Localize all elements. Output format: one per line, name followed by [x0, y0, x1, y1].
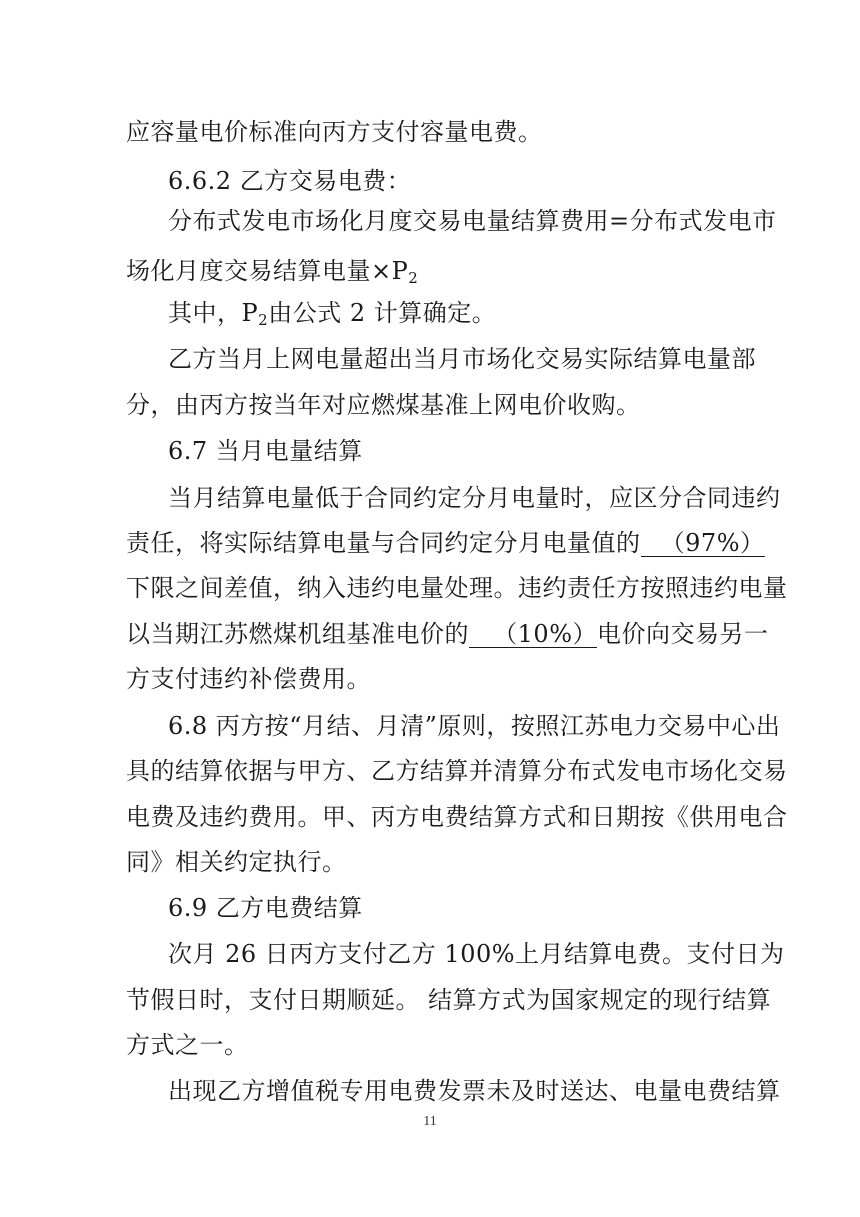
formula-text: 场化月度交易结算电量×P: [126, 257, 409, 285]
text-span: 其中，P: [168, 299, 259, 327]
text-span: 责任，将实际结算电量与合同约定分月电量值的: [126, 529, 641, 557]
text-line: 6.8 丙方按“月结、月清”原则，按照江苏电力交易中心出: [168, 712, 781, 740]
text-line: 分，由丙方按当年对应燃煤基准上网电价收购。: [126, 391, 641, 419]
text-line: 方支付违约补偿费用。: [126, 665, 371, 693]
text-line: 节假日时，支付日期顺延。 结算方式为国家规定的现行结算: [126, 986, 772, 1014]
text-span: 电价向交易另一: [597, 620, 769, 648]
text-line: [126, 527, 765, 559]
text-line: [168, 297, 738, 329]
text-line: 具的结算依据与甲方、乙方结算并清算分布式发电市场化交易: [126, 757, 788, 785]
subscript: 2: [258, 311, 269, 329]
subscript: 2: [408, 269, 419, 287]
section-heading-6-6-2: 6.6.2 乙方交易电费：: [168, 167, 412, 195]
text-line: [126, 618, 769, 650]
text-span: 以当期江苏燃煤机组基准电价的: [126, 620, 469, 648]
section-heading-6-7: 6.7 当月电量结算: [168, 437, 363, 465]
text-line: 电费及违约费用。甲、丙方电费结算方式和日期按《供用电合: [126, 803, 788, 831]
page-number: 11: [423, 1114, 437, 1129]
text-line: 乙方当月上网电量超出当月市场化交易实际结算电量部: [168, 345, 756, 373]
fill-blank-underline: （10%）: [469, 621, 597, 648]
text-line: 出现乙方增值税专用电费发票未及时送达、电量电费结算: [168, 1077, 781, 1105]
text-line: 方式之一。: [126, 1031, 249, 1059]
text-line: 次月 26 日丙方支付乙方 100%上月结算电费。支付日为: [168, 940, 785, 968]
text-line: 当月结算电量低于合同约定分月电量时，应区分合同违约: [168, 484, 781, 512]
text-line: 同》相关约定执行。: [126, 848, 347, 876]
text-line: 下限之间差值，纳入违约电量处理。违约责任方按照违约电量: [126, 574, 788, 602]
section-heading-6-9: 6.9 乙方电费结算: [168, 894, 363, 922]
text-span: 由公式 2 计算确定。: [268, 299, 497, 327]
text-line: 分布式发电市场化月度交易电量结算费用=分布式发电市: [168, 207, 777, 235]
formula-line: [126, 255, 738, 287]
fill-blank-underline: （97%）: [641, 530, 765, 557]
text-line: 应容量电价标准向丙方支付容量电费。: [126, 118, 543, 146]
